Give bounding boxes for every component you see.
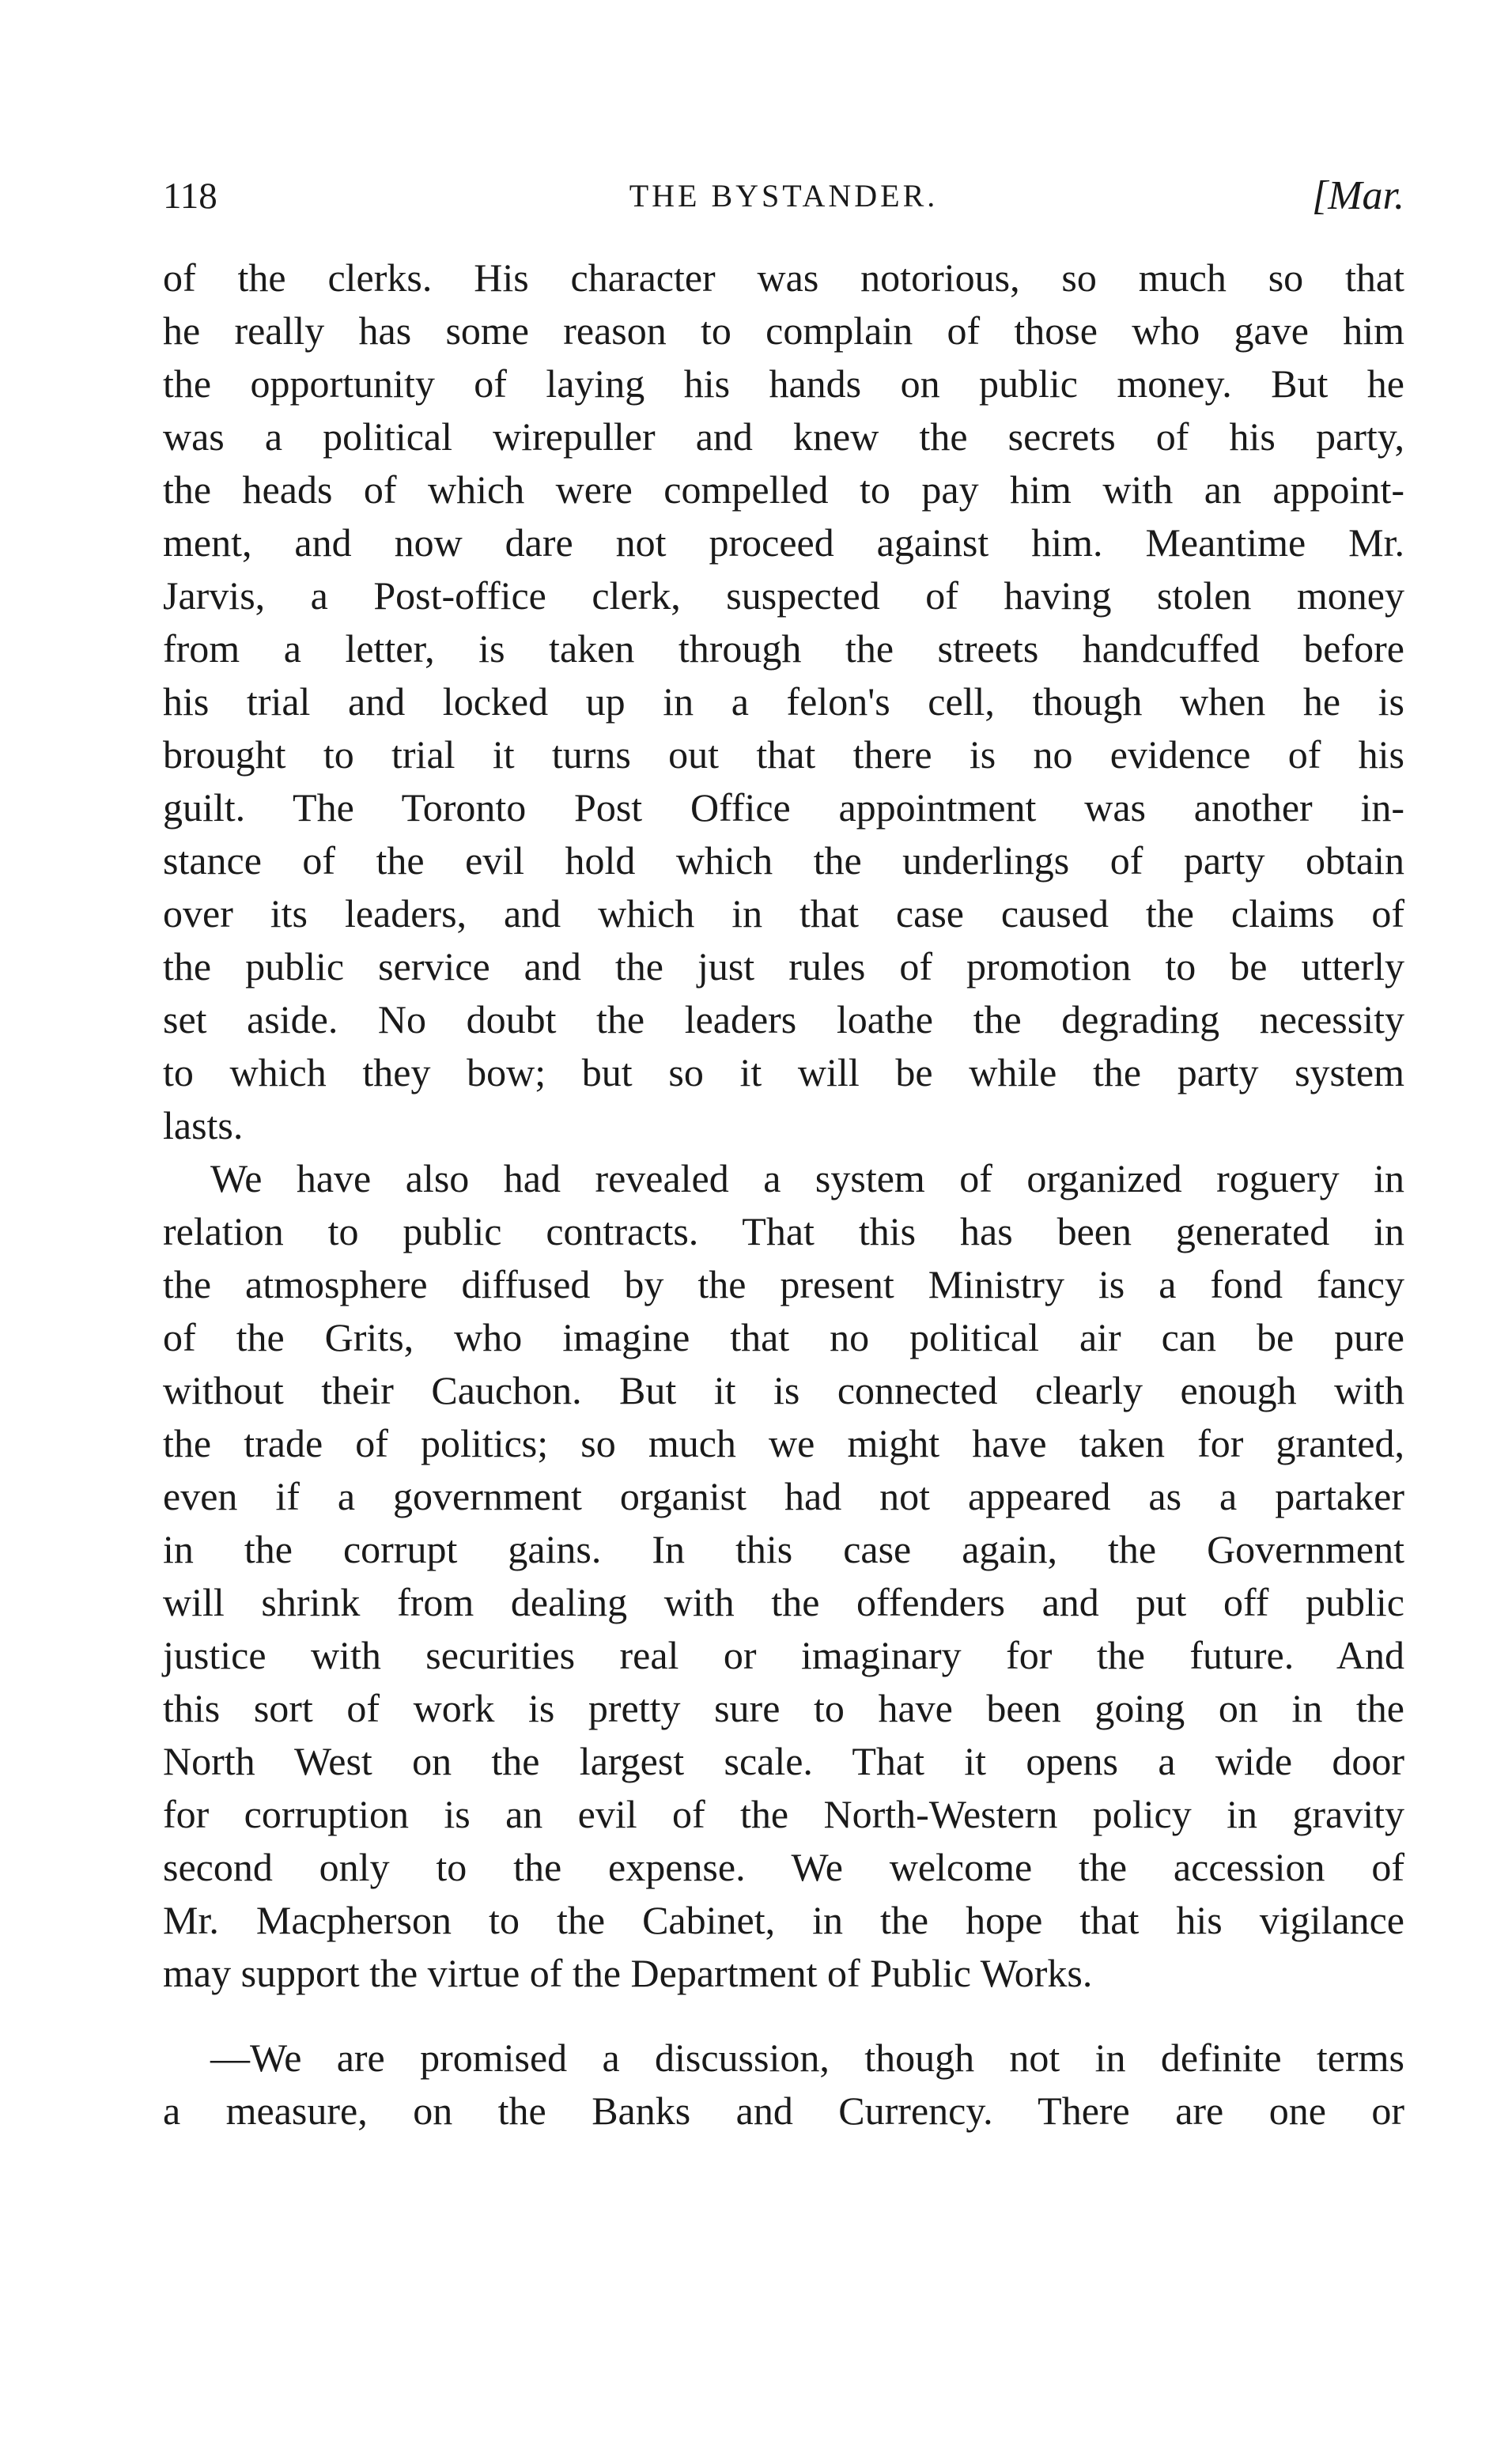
month-label: [1312, 164, 1404, 228]
text-line: was a political wirepuller and knew the secrets of his party,: [163, 414, 1404, 459]
text-line: over its leaders, and which in that case caused the claims of: [163, 891, 1404, 936]
text-line: from a letter, is taken through the streets handcuffed before: [163, 626, 1404, 671]
text-line: without their Cauchon. But it is connected clearly enough with: [163, 1368, 1404, 1412]
text-line: lasts.: [163, 1103, 244, 1147]
text-line: his trial and locked up in a felon's cell, though when he is: [163, 679, 1404, 724]
page-header: [163, 164, 1404, 228]
text-line: he really has some reason to complain of those who gave him: [163, 308, 1404, 353]
text-line: justice with securities real or imaginary for the future. And: [163, 1633, 1404, 1677]
text-line-indented: [163, 2032, 1404, 2085]
text-line: the opportunity of laying his hands on public money. But he: [163, 361, 1404, 406]
text-line: of the Grits, who imagine that no political air can be pure: [163, 1315, 1404, 1359]
text-line: Mr. Macpherson to the Cabinet, in the hope that his vigilance: [163, 1898, 1404, 1942]
body-text: [163, 251, 1404, 2138]
text-line: the public service and the just rules of promotion to be utterly: [163, 944, 1404, 989]
text-line: relation to public contracts. That this has been generated in: [163, 1209, 1404, 1253]
text-line: Jarvis, a Post-office clerk, suspected of having stolen money: [163, 573, 1404, 618]
text-line-content: —We are promised a discussion, though not in definite terms: [210, 2036, 1404, 2080]
text-line: the trade of politics; so much we might have taken for granted,: [163, 1421, 1404, 1465]
text-line-content: We have also had revealed a system of organized roguery in: [210, 1156, 1404, 1200]
text-line: will shrink from dealing with the offenders and put off public: [163, 1580, 1404, 1624]
text-line: ment, and now dare not proceed against him. Meantime Mr.: [163, 520, 1404, 565]
text-line: this sort of work is pretty sure to have been going on in the: [163, 1686, 1404, 1730]
text-line: in the corrupt gains. In this case again, the Government: [163, 1527, 1404, 1571]
text-line: set aside. No doubt the leaders loathe the degrading necessity: [163, 997, 1404, 1041]
text-line: even if a government organist had not appeared as a partaker: [163, 1474, 1404, 1518]
page-number: 118: [163, 176, 217, 217]
text-line: may support the virtue of the Department of Public Works.: [163, 1951, 1093, 1995]
text-line: a measure, on the Banks and Currency. There are one or: [163, 2089, 1404, 2133]
text-line: stance of the evil hold which the underlings of party obtain: [163, 838, 1404, 883]
running-title: THE BYSTANDER.: [629, 178, 939, 214]
section-gap: [163, 2000, 1404, 2032]
text-line: North West on the largest scale. That it opens a wide door: [163, 1739, 1404, 1783]
text-line: second only to the expense. We welcome the accession of: [163, 1845, 1404, 1889]
text-line: for corruption is an evil of the North-Western policy in gravity: [163, 1792, 1404, 1836]
text-line: the atmosphere diffused by the present Ministry is a fond fancy: [163, 1262, 1404, 1306]
text-line-indented: [163, 1152, 1404, 1205]
text-line: of the clerks. His character was notorious, so much so that: [163, 255, 1404, 300]
text-line: the heads of which were compelled to pay him with an appoint-: [163, 467, 1404, 512]
text-line: guilt. The Toronto Post Office appointment was another in-: [163, 785, 1404, 830]
month-text: [Mar.: [1311, 173, 1404, 218]
text-line: to which they bow; but so it will be while the party system: [163, 1050, 1404, 1094]
text-line: brought to trial it turns out that there is no evidence of his: [163, 732, 1404, 777]
